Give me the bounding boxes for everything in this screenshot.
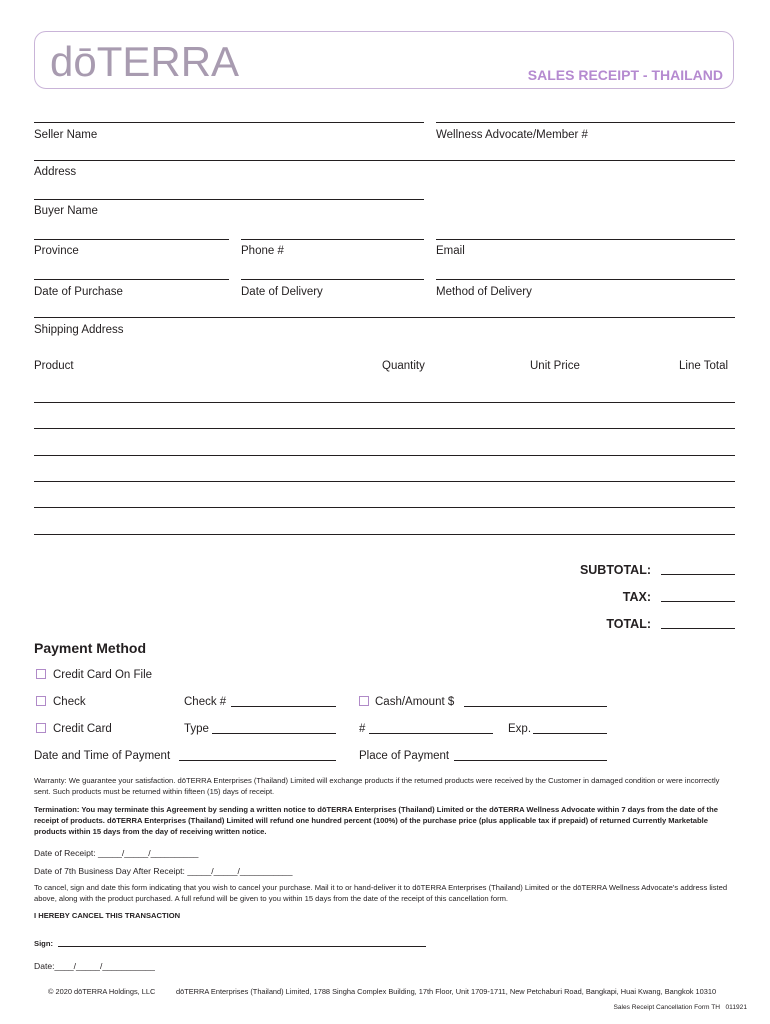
cancel-heading: I HEREBY CANCEL THIS TRANSACTION [34, 911, 181, 920]
tax-line[interactable] [661, 601, 735, 602]
footer-copyright: © 2020 dōTERRA Holdings, LLC [48, 987, 156, 996]
card-number-line[interactable] [369, 733, 493, 734]
card-number-label: # [359, 723, 366, 735]
check-checkbox[interactable] [36, 696, 46, 706]
check-number-label: Check # [184, 696, 227, 708]
email-line[interactable] [436, 239, 735, 240]
product-row-line[interactable] [34, 428, 735, 429]
termination-text: Termination: You may terminate this Agreement by sending a written notice to dōTERRA Enterprises (Thailand) Limited or the dōTERRA Wellness Advocate within 7 days from the date of the receipt of products. dōTERRA Enterprises (Thailand) Limited will refund one hundred percent (100%) of the purchase price (plus applicable tax if prepaid) of returned Currently Marketable products within 15 days from the day of receiving written notice. [34, 805, 718, 836]
footer-address: dōTERRA Enterprises (Thailand) Limited, 1788 Singha Complex Building, 17th Floor, Unit 1709-1711, New Petchaburi Road, Bangkapi, Huai Kwang, Bangkok 10310 [176, 987, 717, 996]
product-row-line[interactable] [34, 534, 735, 535]
place-of-payment-line[interactable] [454, 760, 607, 761]
credit-card-checkbox[interactable] [36, 723, 46, 733]
sign-line[interactable] [58, 946, 426, 947]
date-of-delivery-label: Date of Delivery [241, 286, 323, 298]
footer-form-id: Sales Receipt Cancellation Form TH 011921 [613, 1004, 747, 1011]
credit-card-label: Credit Card [53, 723, 112, 735]
address-label: Address [34, 166, 77, 178]
email-label: Email [436, 245, 465, 257]
date-of-purchase-line[interactable] [34, 279, 229, 280]
product-row-line[interactable] [34, 481, 735, 482]
unit-price-header: Unit Price [530, 360, 580, 372]
method-of-delivery-line[interactable] [436, 279, 735, 280]
date-of-receipt[interactable]: Date of Receipt: _____/_____/__________ [34, 848, 199, 858]
date-time-payment-line[interactable] [179, 760, 336, 761]
subtotal-label: SUBTOTAL: [579, 563, 651, 577]
province-label: Province [34, 245, 79, 257]
cash-checkbox[interactable] [359, 696, 369, 706]
address-line[interactable] [34, 160, 735, 161]
credit-card-on-file-label: Credit Card On File [53, 669, 153, 681]
payment-method-title: Payment Method [34, 640, 147, 656]
subtotal-line[interactable] [661, 574, 735, 575]
date-time-payment-label: Date and Time of Payment [34, 750, 171, 762]
quantity-header: Quantity [382, 360, 425, 372]
phone-label: Phone # [241, 245, 284, 257]
line-total-header: Line Total [679, 360, 729, 372]
shipping-address-label: Shipping Address [34, 324, 124, 336]
wellness-advocate-label: Wellness Advocate/Member # [436, 129, 588, 141]
exp-label: Exp. [508, 723, 532, 735]
card-type-label: Type [184, 723, 209, 735]
product-header: Product [34, 360, 74, 372]
cash-amount-line[interactable] [464, 706, 607, 707]
date-7th-business-day[interactable]: Date of 7th Business Day After Receipt: _____/_____/___________ [34, 866, 293, 876]
shipping-address-line[interactable] [34, 317, 735, 318]
cash-amount-label: Cash/Amount $ [375, 696, 455, 708]
check-label: Check [53, 696, 86, 708]
product-row-line[interactable] [34, 507, 735, 508]
check-number-line[interactable] [231, 706, 336, 707]
product-row-line[interactable] [34, 455, 735, 456]
product-row-line[interactable] [34, 402, 735, 403]
credit-card-on-file-checkbox[interactable] [36, 669, 46, 679]
buyer-name-label: Buyer Name [34, 205, 98, 217]
date-of-purchase-label: Date of Purchase [34, 286, 123, 298]
buyer-name-line[interactable] [34, 199, 424, 200]
exp-line[interactable] [533, 733, 607, 734]
seller-name-line[interactable] [34, 122, 424, 123]
seller-name-label: Seller Name [34, 129, 98, 141]
cancel-date[interactable]: Date:____/_____/___________ [34, 961, 155, 971]
wellness-advocate-line[interactable] [436, 122, 735, 123]
form-title: SALES RECEIPT - THAILAND [527, 67, 723, 83]
total-label: TOTAL: [606, 617, 651, 631]
doterra-logo: dōTERRA [50, 38, 240, 85]
cancel-instructions: To cancel, sign and date this form indicating that you wish to cancel your purchase. Mail it to or hand-deliver it to dōTERRA Enterprises (Thailand) Limited or the dōTERRA Wellness Advocate's address listed above, along with the product purchased. A full refund will be given to you within 15 days from the date of the receipt of this cancellation form. [34, 883, 728, 903]
tax-label: TAX: [622, 590, 651, 604]
warranty-text: Warranty: We guarantee your satisfaction. dōTERRA Enterprises (Thailand) Limited will exchange products if the returned products were received by the Customer in damaged condition or were incorrectly sent. Such products must be returned within fifteen (15) days of receipt. [34, 776, 720, 796]
date-of-delivery-line[interactable] [241, 279, 424, 280]
method-of-delivery-label: Method of Delivery [436, 286, 532, 298]
phone-line[interactable] [241, 239, 424, 240]
card-type-line[interactable] [212, 733, 336, 734]
total-line[interactable] [661, 628, 735, 629]
sign-label: Sign: [34, 939, 53, 948]
place-of-payment-label: Place of Payment [359, 750, 450, 762]
province-line[interactable] [34, 239, 229, 240]
